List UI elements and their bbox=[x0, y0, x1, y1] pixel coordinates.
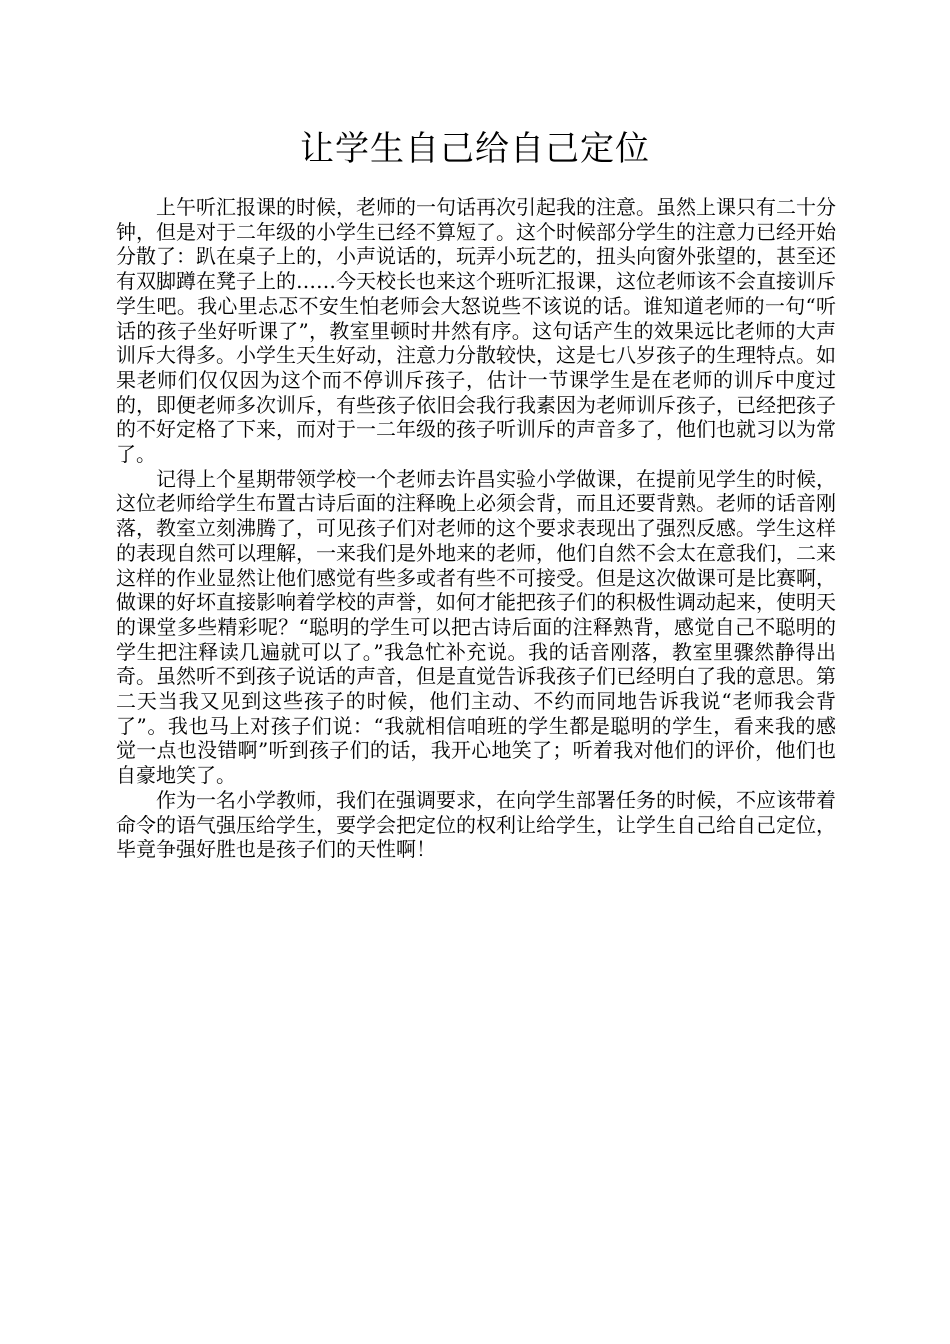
paragraph-1: 上午听汇报课的时候，老师的一句话再次引起我的注意。虽然上课只有二十分钟，但是对于二年级的小学生已经不算短了。这个时候部分学生的注意力已经开始分散了：趴在桌子上的，小声说话的，玩弄小玩艺的，扭头向窗外张望的，甚至还有双脚蹲在凳子上的……今天校长也来这个班听汇报课，这位老师该不会直接训斥学生吧。我心里忐忑不安生怕老师会大怒说些不该说的话。谁知道老师的一句“听话的孩子坐好听课了”，教室里顿时井然有序。这句话产生的效果远比老师的大声训斥大得多。小学生天生好动，注意力分散较快，这是七八岁孩子的生理特点。如果老师们仅仅因为这个而不停训斥孩子，估计一节课学生是在老师的训斥中度过的，即便老师多次训斥，有些孩子依旧会我行我素因为老师训斥孩子，已经把孩子的不好定格了下来，而对于一二年级的孩子听训斥的声音多了，他们也就习以为常了。 bbox=[116, 195, 836, 467]
paragraph-3: 作为一名小学教师，我们在强调要求，在向学生部署任务的时候，不应该带着命令的语气强压给学生，要学会把定位的权利让给学生，让学生自己给自己定位，毕竟争强好胜也是孩子们的天性啊！ bbox=[116, 787, 836, 862]
document-body bbox=[116, 195, 836, 862]
paragraph-2: 记得上个星期带领学校一个老师去许昌实验小学做课，在提前见学生的时候，这位老师给学生布置古诗后面的注释晚上必须会背，而且还要背熟。老师的话音刚落，教室立刻沸腾了，可见孩子们对老师的这个要求表现出了强烈反感。学生这样的表现自然可以理解，一来我们是外地来的老师，他们自然不会太在意我们，二来这样的作业显然让他们感觉有些多或者有些不可接受。但是这次做课可是比赛啊，做课的好坏直接影响着学校的声誉，如何才能把孩子们的积极性调动起来，使明天的课堂多些精彩呢？“聪明的学生可以把古诗后面的注释熟背，感觉自己不聪明的学生把注释读几遍就可以了。”我急忙补充说。我的话音刚落，教室里骤然静得出奇。虽然听不到孩子说话的声音，但是直觉告诉我孩子们已经明白了我的意思。第二天当我又见到这些孩子的时候，他们主动、不约而同地告诉我说“老师我会背了”。我也马上对孩子们说：“我就相信咱班的学生都是聪明的学生，看来我的感觉一点也没错啊”听到孩子们的话，我开心地笑了；听着我对他们的评价，他们也自豪地笑了。 bbox=[116, 466, 836, 788]
document-title: 让学生自己给自己定位 bbox=[300, 129, 650, 169]
